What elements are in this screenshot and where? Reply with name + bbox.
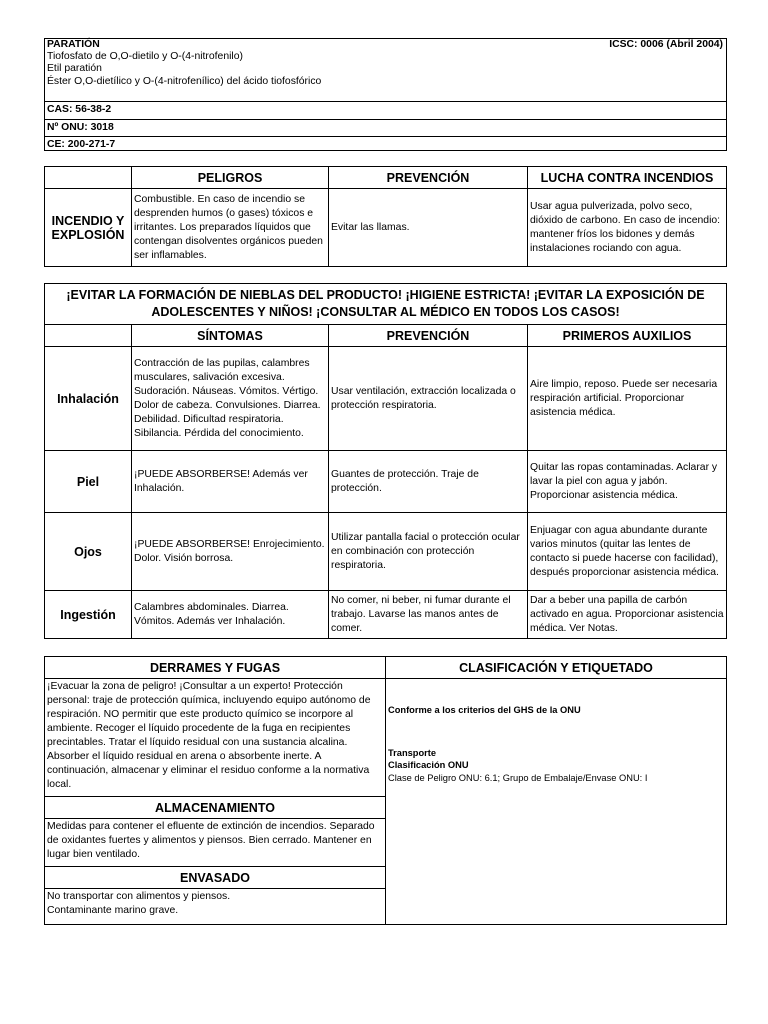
empty-header-cell bbox=[45, 167, 132, 189]
icsc-code: ICSC: 0006 (Abril 2004) bbox=[609, 39, 723, 50]
storage-text: Medidas para contener el efluente de extinción de incendios. Separado de oxidantes fuertes y alimentos y piensos. Bien cerrado. Mantener en lugar bien ventilado. bbox=[45, 819, 386, 867]
exposure-table bbox=[44, 283, 727, 639]
ghs-criteria: Conforme a los criterios del GHS de la ONU bbox=[388, 705, 581, 715]
row-label-incendio: INCENDIO Y EXPLOSIÓN bbox=[45, 189, 132, 267]
sintomas-cell: Calambres abdominales. Diarrea. Vómitos. Además ver Inhalación. bbox=[132, 591, 329, 639]
header-sintomas: SÍNTOMAS bbox=[132, 325, 329, 347]
chemical-name: PARATIÓN bbox=[47, 39, 100, 50]
auxilios-cell: Enjuagar con agua abundante durante varios minutos (quitar las lentes de contacto si puede hacerse con facilidad), después proporcionar asistencia médica. bbox=[528, 513, 727, 591]
table-row bbox=[45, 591, 727, 639]
sintomas-cell: ¡PUEDE ABSORBERSE! Enrojecimiento. Dolor. Visión borrosa. bbox=[132, 513, 329, 591]
cas-number: CAS: 56-38-2 bbox=[45, 102, 726, 120]
sintomas-cell: ¡PUEDE ABSORBERSE! Además ver Inhalación. bbox=[132, 451, 329, 513]
fire-prevencion: Evitar las llamas. bbox=[329, 189, 528, 267]
row-label-ojos: Ojos bbox=[45, 513, 132, 591]
header-prevencion: PREVENCIÓN bbox=[329, 325, 528, 347]
auxilios-cell: Quitar las ropas contaminadas. Aclarar y lavar la piel con agua y jabón. Proporcionar asistencia médica. bbox=[528, 451, 727, 513]
header-prevencion: PREVENCIÓN bbox=[329, 167, 528, 189]
prevencion-cell: No comer, ni beber, ni fumar durante el trabajo. Lavarse las manos antes de comer. bbox=[329, 591, 528, 639]
row-label-piel: Piel bbox=[45, 451, 132, 513]
prevencion-cell: Usar ventilación, extracción localizada o protección respiratoria. bbox=[329, 347, 528, 451]
row-label-ingestion: Ingestión bbox=[45, 591, 132, 639]
header-envasado: ENVASADO bbox=[45, 867, 386, 889]
header-primeros-auxilios: PRIMEROS AUXILIOS bbox=[528, 325, 727, 347]
auxilios-cell: Aire limpio, reposo. Puede ser necesaria respiración artificial. Proporcionar asistencia médica. bbox=[528, 347, 727, 451]
packaging-line: No transportar con alimentos y piensos. bbox=[47, 891, 231, 902]
fire-explosion-table bbox=[44, 166, 727, 267]
empty-header-cell bbox=[45, 325, 132, 347]
synonym: Éster O,O-dietílico y O-(4-nitrofenílico) del ácido tiofosfórico bbox=[47, 75, 322, 87]
synonym: Tiofosfato de O,O-dietilo y O-(4-nitrofenilo) bbox=[47, 51, 243, 63]
table-row bbox=[45, 451, 727, 513]
table-row bbox=[45, 513, 727, 591]
header-derrames: DERRAMES Y FUGAS bbox=[45, 657, 386, 679]
prevencion-cell: Utilizar pantalla facial o protección ocular en combinación con protección respiratoria. bbox=[329, 513, 528, 591]
spills-classification-table bbox=[44, 656, 727, 925]
synonym: Etil paratión bbox=[47, 63, 102, 75]
header-clasificacion: CLASIFICACIÓN Y ETIQUETADO bbox=[386, 657, 727, 679]
header-lucha: LUCHA CONTRA INCENDIOS bbox=[528, 167, 727, 189]
sintomas-cell: Contracción de las pupilas, calambres musculares, salivación excesiva. Sudoración. Náuseas. Vómitos. Vértigo. Dolor de cabeza. Convulsiones. Diarrea. Debilidad. Dificultad respiratoria. Sibilancia. Pérdida del conocimiento. bbox=[132, 347, 329, 451]
table-row bbox=[45, 347, 727, 451]
classification-cell bbox=[386, 679, 727, 925]
auxilios-cell: Dar a beber una papilla de carbón activado en agua. Proporcionar asistencia médica. Ver Notas. bbox=[528, 591, 727, 639]
identification-names bbox=[45, 39, 726, 102]
ce-number: CE: 200-271-7 bbox=[47, 139, 116, 150]
transport-label: Transporte bbox=[388, 747, 437, 758]
identification-block bbox=[44, 38, 727, 151]
onu-classification-detail: Clase de Peligro ONU: 6.1; Grupo de Embalaje/Envase ONU: I bbox=[388, 772, 648, 783]
onu-classification-label: Clasificación ONU bbox=[388, 760, 469, 770]
onu-number: Nº ONU: 3018 bbox=[45, 120, 726, 138]
spills-text: ¡Evacuar la zona de peligro! ¡Consultar a un experto! Protección personal: traje de protección química, incluyendo equipo autónomo de respiración. NO permitir que este producto químico se incorpore al ambiente. Recoger el líquido procedente de la fuga en recipientes precintables. Tratar el líquido residual con una sustancia alcalina. Absorber el líquido residual en arena o absorbente inerte. A continuación, almacenar y eliminar el residuo conforme a la normativa local. bbox=[45, 679, 386, 797]
prevencion-cell: Guantes de protección. Traje de protección. bbox=[329, 451, 528, 513]
fire-peligros: Combustible. En caso de incendio se desprenden humos (o gases) tóxicos e irritantes. Los preparados líquidos que contengan disolventes orgánicos pueden ser inflamables. bbox=[132, 189, 329, 267]
fire-lucha: Usar agua pulverizada, polvo seco, dióxido de carbono. En caso de incendio: mantener fríos los bidones y demás instalaciones rociando con agua. bbox=[528, 189, 727, 267]
packaging-line: Contaminante marino grave. bbox=[47, 905, 179, 916]
header-peligros: PELIGROS bbox=[132, 167, 329, 189]
packaging-text bbox=[45, 889, 386, 925]
exposure-warning-banner: ¡EVITAR LA FORMACIÓN DE NIEBLAS DEL PRODUCTO! ¡HIGIENE ESTRICTA! ¡EVITAR LA EXPOSICIÓN DE ADOLESCENTES Y NIÑOS! ¡CONSULTAR AL MÉDICO EN TODOS LOS CASOS! bbox=[45, 284, 727, 325]
header-almacenamiento: ALMACENAMIENTO bbox=[45, 797, 386, 819]
row-label-inhalacion: Inhalación bbox=[45, 347, 132, 451]
